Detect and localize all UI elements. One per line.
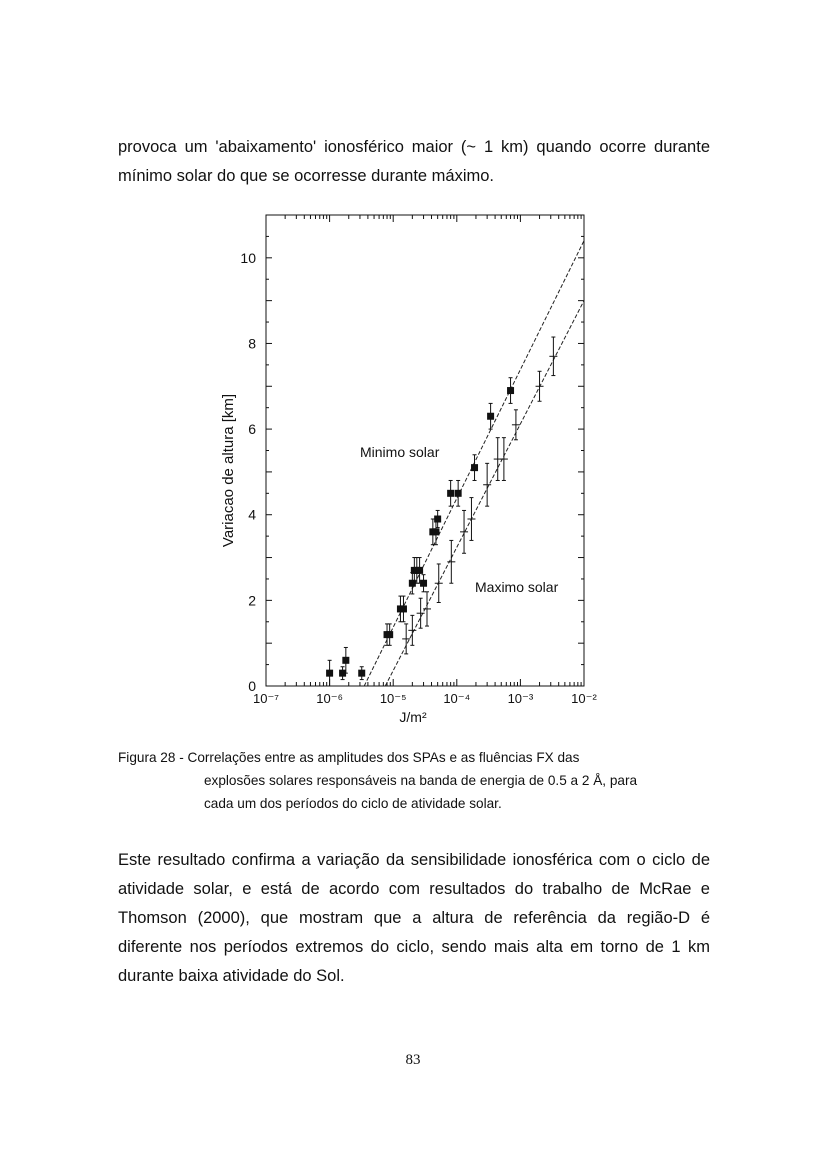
text-line: durante baixa atividade do Sol.	[118, 967, 345, 985]
data-point-minimo	[326, 670, 333, 677]
paragraph-top	[118, 133, 710, 191]
text-line: mínimo solar do que se ocorresse durante máximo.	[118, 167, 495, 185]
data-point-minimo	[358, 670, 365, 677]
data-point-minimo	[487, 413, 494, 420]
fit-line	[385, 301, 584, 686]
x-axis-label: J/m²	[399, 709, 427, 725]
caption-text: Correlações entre as amplitudes dos SPAs e as fluências FX das	[187, 750, 580, 765]
y-tick-label: 4	[248, 506, 256, 523]
text-line: Thomson (2000), que mostram que a altura de referência da região-D é	[118, 909, 710, 927]
caption-text: cada um dos períodos do ciclo de atividade solar.	[204, 796, 502, 811]
text-line: atividade solar, e está de acordo com resultados do trabalho de McRae e	[118, 880, 710, 898]
figure-chart	[205, 196, 625, 736]
y-tick-label: 8	[248, 335, 256, 352]
annotation-maximo-solar: Maximo solar	[475, 579, 559, 595]
data-point-minimo	[432, 528, 439, 535]
y-tick-label: 6	[248, 421, 256, 438]
caption-text: explosões solares responsáveis na banda de energia de 0.5 a 2 Å, para	[204, 773, 638, 788]
data-point-minimo	[400, 605, 407, 612]
data-point-minimo	[507, 387, 514, 394]
text-line: Este resultado confirma a variação da sensibilidade ionosférica com o ciclo de	[118, 851, 710, 869]
data-point-minimo	[447, 490, 454, 497]
x-tick-label: 10⁻⁷	[252, 691, 280, 706]
x-tick-label: 10⁻⁴	[443, 691, 471, 706]
x-tick-label: 10⁻²	[571, 691, 597, 706]
y-axis-label: Variacao de altura [km]	[220, 393, 237, 548]
page-number: 83	[405, 1052, 421, 1068]
data-point-minimo	[416, 567, 423, 574]
chart-svg	[205, 196, 625, 736]
data-point-minimo	[471, 464, 478, 471]
y-tick-label: 10	[240, 249, 256, 266]
data-point-minimo	[455, 490, 462, 497]
data-point-minimo	[434, 516, 441, 523]
text-line: diferente nos períodos extremos do ciclo, sendo mais alta em torno de 1 km	[118, 938, 710, 956]
caption-label: Figura 28 -	[118, 750, 184, 765]
x-tick-label: 10⁻⁵	[379, 691, 407, 706]
text-line: provoca um 'abaixamento' ionosférico maior (~ 1 km) quando ocorre durante	[118, 138, 710, 156]
data-point-minimo	[342, 657, 349, 664]
data-point-minimo	[420, 580, 427, 587]
x-tick-label: 10⁻⁶	[316, 691, 343, 706]
paragraph-bottom	[118, 846, 710, 991]
x-tick-label: 10⁻³	[507, 691, 534, 706]
figure-caption	[118, 746, 718, 815]
y-tick-label: 2	[248, 592, 256, 609]
caption-first-line	[118, 746, 718, 769]
annotation-minimo-solar: Minimo solar	[360, 444, 440, 460]
data-point-minimo	[386, 631, 393, 638]
y-tick-label: 0	[248, 678, 256, 694]
